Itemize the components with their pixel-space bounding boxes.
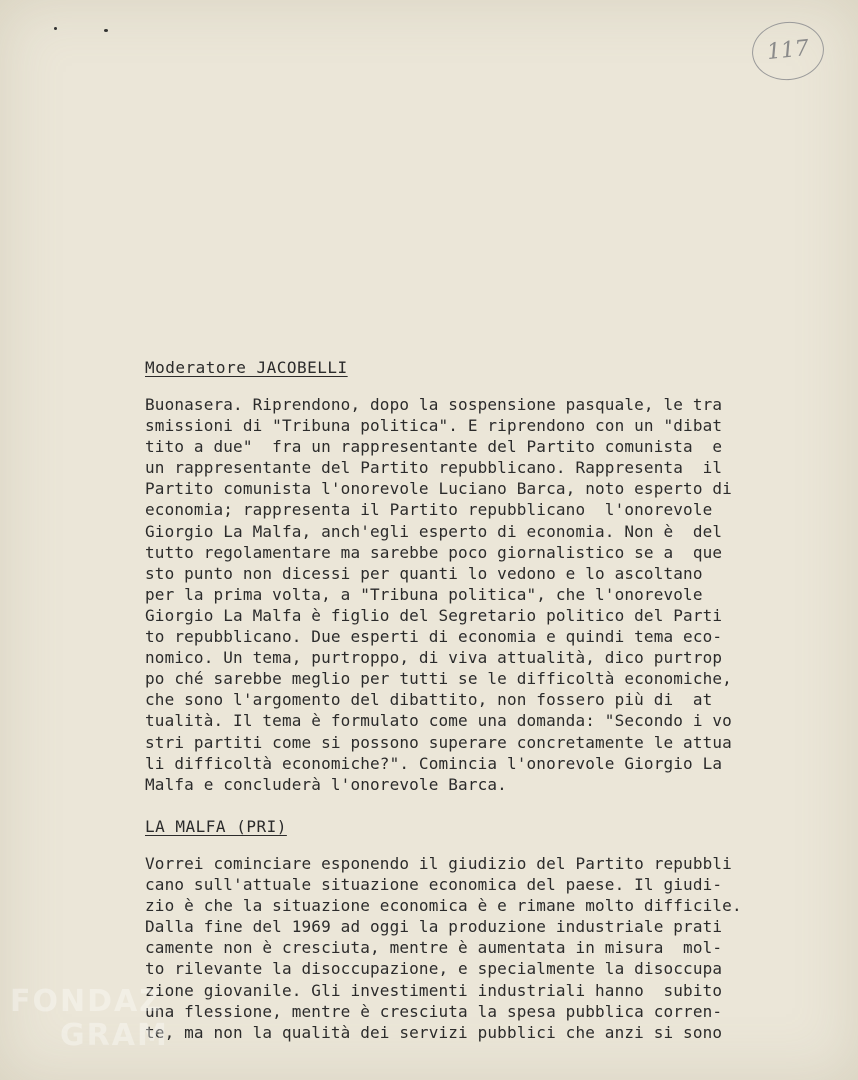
page-number-stamp: 117 <box>749 18 827 83</box>
text-line: po ché sarebbe meglio per tutti se le difficoltà economiche, <box>145 669 732 689</box>
speaker-heading: Moderatore JACOBELLI <box>145 358 348 377</box>
text-line: Giorgio La Malfa, anch'egli esperto di economia. Non è del <box>145 521 723 541</box>
text-line: li difficoltà economiche?". Comincia l'onorevole Giorgio La <box>145 753 723 773</box>
text-line: cano sull'attuale situazione economica del paese. Il giudi- <box>145 875 723 895</box>
watermark-line: GRAM <box>60 1018 169 1053</box>
text-line: tutto regolamentare ma sarebbe poco giornalistico se a que <box>145 542 723 562</box>
text-line: per la prima volta, a "Tribuna politica", che l'onorevole <box>145 584 703 604</box>
text-line: to rilevante la disoccupazione, e specialmente la disoccupa <box>145 959 723 979</box>
text-line: stri partiti come si possono superare concretamente le attua <box>145 732 732 752</box>
ink-speck <box>54 27 57 30</box>
text-line: tualità. Il tema è formulato come una domanda: "Secondo i vo <box>145 711 732 731</box>
text-line: Partito comunista l'onorevole Luciano Barca, noto esperto di <box>145 479 732 499</box>
text-line: smissioni di "Tribuna politica". E riprendono con un "dibat <box>145 416 723 436</box>
text-line: zione giovanile. Gli investimenti industriali hanno subito <box>145 980 723 1000</box>
text-line: Vorrei cominciare esponendo il giudizio del Partito repubbli <box>145 854 732 873</box>
text-line: Buonasera. Riprendono, dopo la sospensione pasquale, le tra <box>145 395 723 414</box>
archive-watermark <box>10 985 169 1053</box>
text-line: nomico. Un tema, purtroppo, di viva attualità, dico purtrop <box>145 648 723 668</box>
text-line: economia; rappresenta il Partito repubblicano l'onorevole <box>145 500 713 520</box>
text-line: te, ma non la qualità dei servizi pubblici che anzi si sono <box>145 1022 723 1042</box>
text-line: un rappresentante del Partito repubblicano. Rappresenta il <box>145 458 723 478</box>
text-line: una flessione, mentre è cresciuta la spesa pubblica corren- <box>145 1001 723 1021</box>
transcript-paragraph <box>145 853 785 1043</box>
text-line: to repubblicano. Due esperti di economia e quindi tema eco- <box>145 627 723 647</box>
text-line: sto punto non dicessi per quanti lo vedono e lo ascoltano <box>145 563 703 583</box>
speaker-heading: LA MALFA (PRI) <box>145 817 287 836</box>
transcript-paragraph <box>145 394 785 795</box>
watermark-line: FONDAZ <box>10 984 163 1019</box>
text-line: zio è che la situazione economica è e rimane molto difficile. <box>145 896 742 916</box>
text-line: camente non è cresciuta, mentre è aumentata in misura mol- <box>145 938 723 958</box>
section-la-malfa <box>145 815 785 1043</box>
text-line: Dalla fine del 1969 ad oggi la produzione industriale prati <box>145 917 723 937</box>
text-line: tito a due" fra un rappresentante del Partito comunista e <box>145 437 723 457</box>
text-line: Giorgio La Malfa è figlio del Segretario politico del Parti <box>145 605 723 625</box>
ink-speck <box>104 29 108 32</box>
text-line: che sono l'argomento del dibattito, non fossero più di at <box>145 690 713 710</box>
text-line: Malfa e concluderà l'onorevole Barca. <box>145 774 507 794</box>
section-moderator <box>145 356 785 795</box>
